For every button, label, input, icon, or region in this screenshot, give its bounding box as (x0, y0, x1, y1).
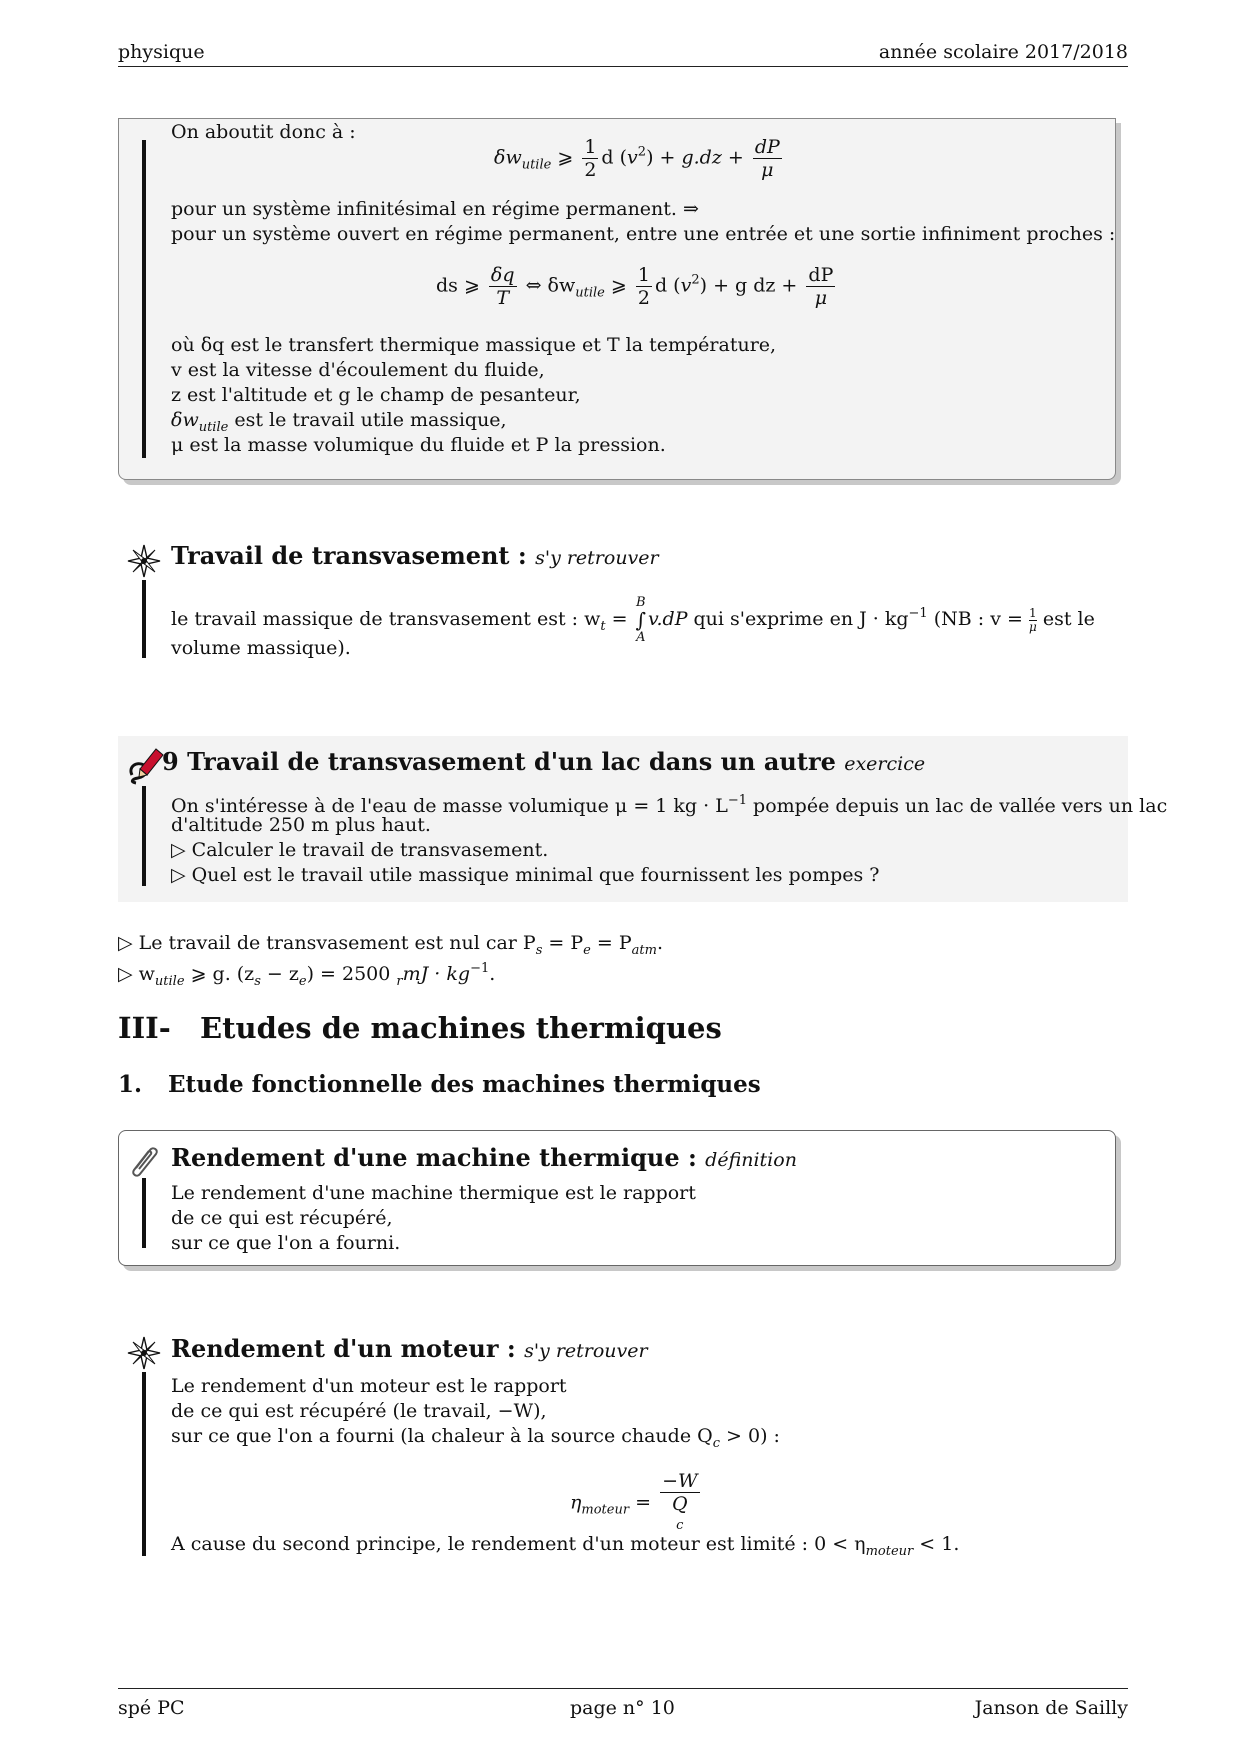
exercise-title: Travail de transvasement d'un lac dans un autre (187, 747, 836, 776)
definition-line-q: où δq est le transfert thermique massique et T la température, (171, 334, 777, 356)
section-heading (118, 1011, 722, 1045)
definition-tag: définition (705, 1149, 797, 1171)
section-title: Etudes de machines thermiques (200, 1011, 722, 1045)
definition-line-z: z est l'altitude et g le champ de pesanteur, (171, 384, 581, 406)
section-number: III- (118, 1011, 171, 1045)
definition-heading (171, 1145, 797, 1173)
retrouver1-line2: volume massique). (171, 637, 351, 659)
margin-bar (142, 786, 146, 886)
definition-line-v: v est la vitesse d'écoulement du fluide, (171, 359, 545, 381)
box1-intro: On aboutit donc à : (171, 121, 356, 143)
margin-bar (142, 1372, 146, 1556)
retrouver2-line1: Le rendement d'un moteur est le rapport (171, 1375, 567, 1397)
retrouver2-conclusion: A cause du second principe, le rendement d'un moteur est limité : $0 < \eta_{moteur} < 1$. (171, 1533, 960, 1559)
retrouver1-heading (171, 543, 659, 571)
retrouver2-line2: de ce qui est récupéré (le travail, −W), (171, 1400, 547, 1422)
footer-left: spé PC (118, 1697, 185, 1719)
exercise-line1: On s'intéresse à de l'eau de masse volumique μ = 1 kg · $L^{-1}$ pompée depuis un lac de vallée vers un lac (171, 793, 1168, 817)
retrouver2-line3: sur ce que l'on a fourni (la chaleur à la source chaude $Q_c > 0$) : (171, 1425, 780, 1451)
retrouver2-heading (171, 1336, 648, 1364)
subsection-heading (118, 1072, 761, 1097)
definition-line3: sur ce que l'on a fourni. (171, 1232, 401, 1254)
answer-line2: ▷ $w_{utile}$ ⩾ g. $(z_s - z_e) = 2500$ $_rmJ \cdot kg^{-1}$. (118, 961, 496, 989)
equation-work-inequality: $\delta w_{utile}$ ⩾ $\frac{1}{2}$ d $(v^2) + g.dz$ + $\frac{dP}{\mu}$ (494, 136, 780, 181)
exercise-line2: d'altitude 250 m plus haut. (171, 814, 431, 836)
footer-right: Janson de Sailly (974, 1697, 1128, 1719)
header-right: année scolaire 2017/2018 (878, 41, 1128, 63)
footer-rule (118, 1688, 1128, 1689)
header-rule (118, 66, 1128, 67)
equation-entropy-work: ds ⩾ $\frac{\delta q}{T}$ ⇔ $\delta w_{utile}$ ⩾ $\frac{1}{2}$ d $(v^2) + g$ dz + $\frac{dP}{\mu}$ (436, 264, 834, 309)
exercise-number: 9 (162, 747, 179, 776)
compass-rose-icon (127, 544, 161, 578)
retrouver1-tag: s'y retrouver (535, 547, 659, 569)
margin-bar (142, 580, 146, 658)
pencil-exercise-icon (126, 745, 164, 785)
retrouver2-title: Rendement d'un moteur : (171, 1334, 516, 1363)
header-left: physique (118, 41, 205, 63)
exercise-heading (162, 749, 925, 777)
answer-line1: ▷ Le travail de transvasement est nul car $P_s = P_e = P_{atm}$. (118, 932, 664, 958)
definition-title: Rendement d'une machine thermique : (171, 1143, 697, 1172)
exercise-tag: exercice (844, 753, 926, 775)
paperclip-icon (126, 1142, 162, 1178)
subsection-number: 1. (118, 1071, 143, 1098)
retrouver1-title: Travail de transvasement : (171, 541, 527, 570)
definition-line1: Le rendement d'une machine thermique est le rapport (171, 1182, 696, 1204)
definition-line-w: $\delta w_{utile}$ est le travail utile massique, (171, 409, 507, 435)
definition-line-mu: μ est la masse volumique du fluide et P la pression. (171, 434, 666, 456)
retrouver1-line1: le travail massique de transvasement est : $w_t$ = B ∫ A v.dP qui s'exprime en $J \cdot kg^{-1}$ (NB : v = $\frac{1}{\mu}$ est le (171, 595, 1095, 645)
box1-line3: pour un système ouvert en régime permanent, entre une entrée et une sortie infiniment proches : (171, 223, 1116, 245)
subsection-title: Etude fonctionnelle des machines thermiques (168, 1071, 761, 1098)
footer-center: page n° 10 (570, 1697, 675, 1719)
equation-engine-efficiency: $\eta_{moteur}$ = −W Q c (570, 1470, 698, 1533)
retrouver2-tag: s'y retrouver (524, 1340, 648, 1362)
box1-line2: pour un système infinitésimal en régime permanent. ⇒ (171, 198, 699, 220)
margin-bar (142, 140, 146, 458)
exercise-question1: ▷ Calculer le travail de transvasement. (171, 839, 549, 861)
compass-rose-icon (127, 1336, 161, 1370)
definition-line2: de ce qui est récupéré, (171, 1207, 393, 1229)
margin-bar (142, 1178, 146, 1248)
exercise-question2: ▷ Quel est le travail utile massique minimal que fournissent les pompes ? (171, 864, 880, 886)
